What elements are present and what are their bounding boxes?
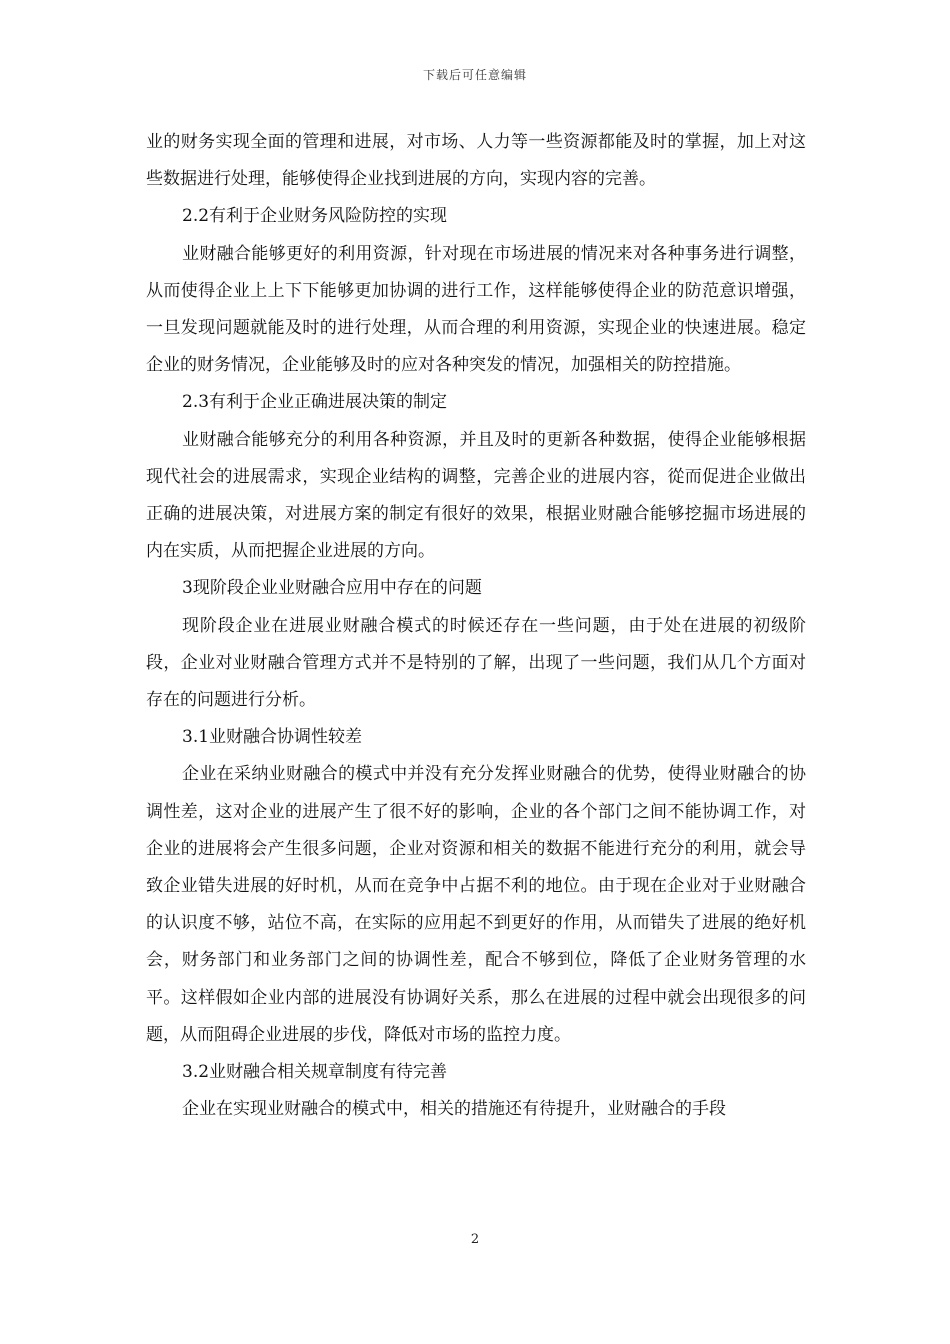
paragraph: 业财融合能够充分的利用各种资源，并且及时的更新各种数据，使得企业能够根据现代社会的进展需求，实现企业结构的调整，完善企业的进展内容，從而促进企业做出正确的进展决策，对进展方案的制定有很好的效果，根据业财融合能够挖掘市场进展的内在实质，从而把握企业进展的方向。: [146, 429, 806, 562]
paragraph: 现阶段企业在进展业财融合模式的时候还存在一些问题，由于处在进展的初级阶段，企业对业财融合管理方式并不是特别的了解，出现了一些问题，我们从几个方面对存在的问题进行分析。: [146, 615, 806, 711]
section-heading-2-3: 2.3有利于企业正确进展决策的制定: [182, 392, 448, 413]
section-heading-3: 3现阶段企业业财融合应用中存在的问题: [182, 578, 482, 599]
section-heading-2-2: 2.2有利于企业财务风险防控的实现: [182, 206, 448, 227]
paragraph: 业财融合能够更好的利用资源，针对现在市场进展的情况来对各种事务进行调整，从而使得企业上上下下能够更加协调的进行工作，这样能够使得企业的防范意识增强，一旦发现问题就能及时的进行处理，从而合理的利用资源，实现企业的快速进展。稳定企业的财务情况，企业能够及时的应对各种突发的情况，加强相关的防控措施。: [146, 243, 806, 376]
section-heading-3-2: 3.2业财融合相关规章制度有待完善: [182, 1062, 448, 1083]
page-number: 2: [470, 1232, 480, 1247]
paragraph: 企业在实现业财融合的模式中，相关的措施还有待提升，业财融合的手段: [182, 1099, 726, 1120]
paragraph-continued: 业的财务实现全面的管理和进展，对市场、人力等一些资源都能及时的掌握，加上对这些数据进行处理，能够使得企业找到进展的方向，实现内容的完善。: [146, 132, 806, 190]
document-body: [146, 124, 806, 1128]
paragraph: 企业在采纳业财融合的模式中并没有充分发挥业财融合的优势，使得业财融合的协调性差，这对企业的进展产生了很不好的影响，企业的各个部门之间不能协调工作，对企业的进展将会产生很多问题，企业对资源和相关的数据不能进行充分的利用，就会导致企业错失进展的好时机，从而在竞争中占据不利的地位。由于现在企业对于业财融合的认识度不够，站位不高，在实际的应用起不到更好的作用，从而错失了进展的绝好机会，财务部门和业务部门之间的协调性差，配合不够到位，降低了企业财务管理的水平。这样假如企业内部的进展没有协调好关系，那么在进展的过程中就会出现很多的问题，从而阻碍企业进展的步伐，降低对市场的监控力度。: [146, 764, 806, 1045]
page-header: 下载后可任意编辑: [422, 68, 527, 82]
section-heading-3-1: 3.1业财融合协调性较差: [182, 727, 363, 748]
